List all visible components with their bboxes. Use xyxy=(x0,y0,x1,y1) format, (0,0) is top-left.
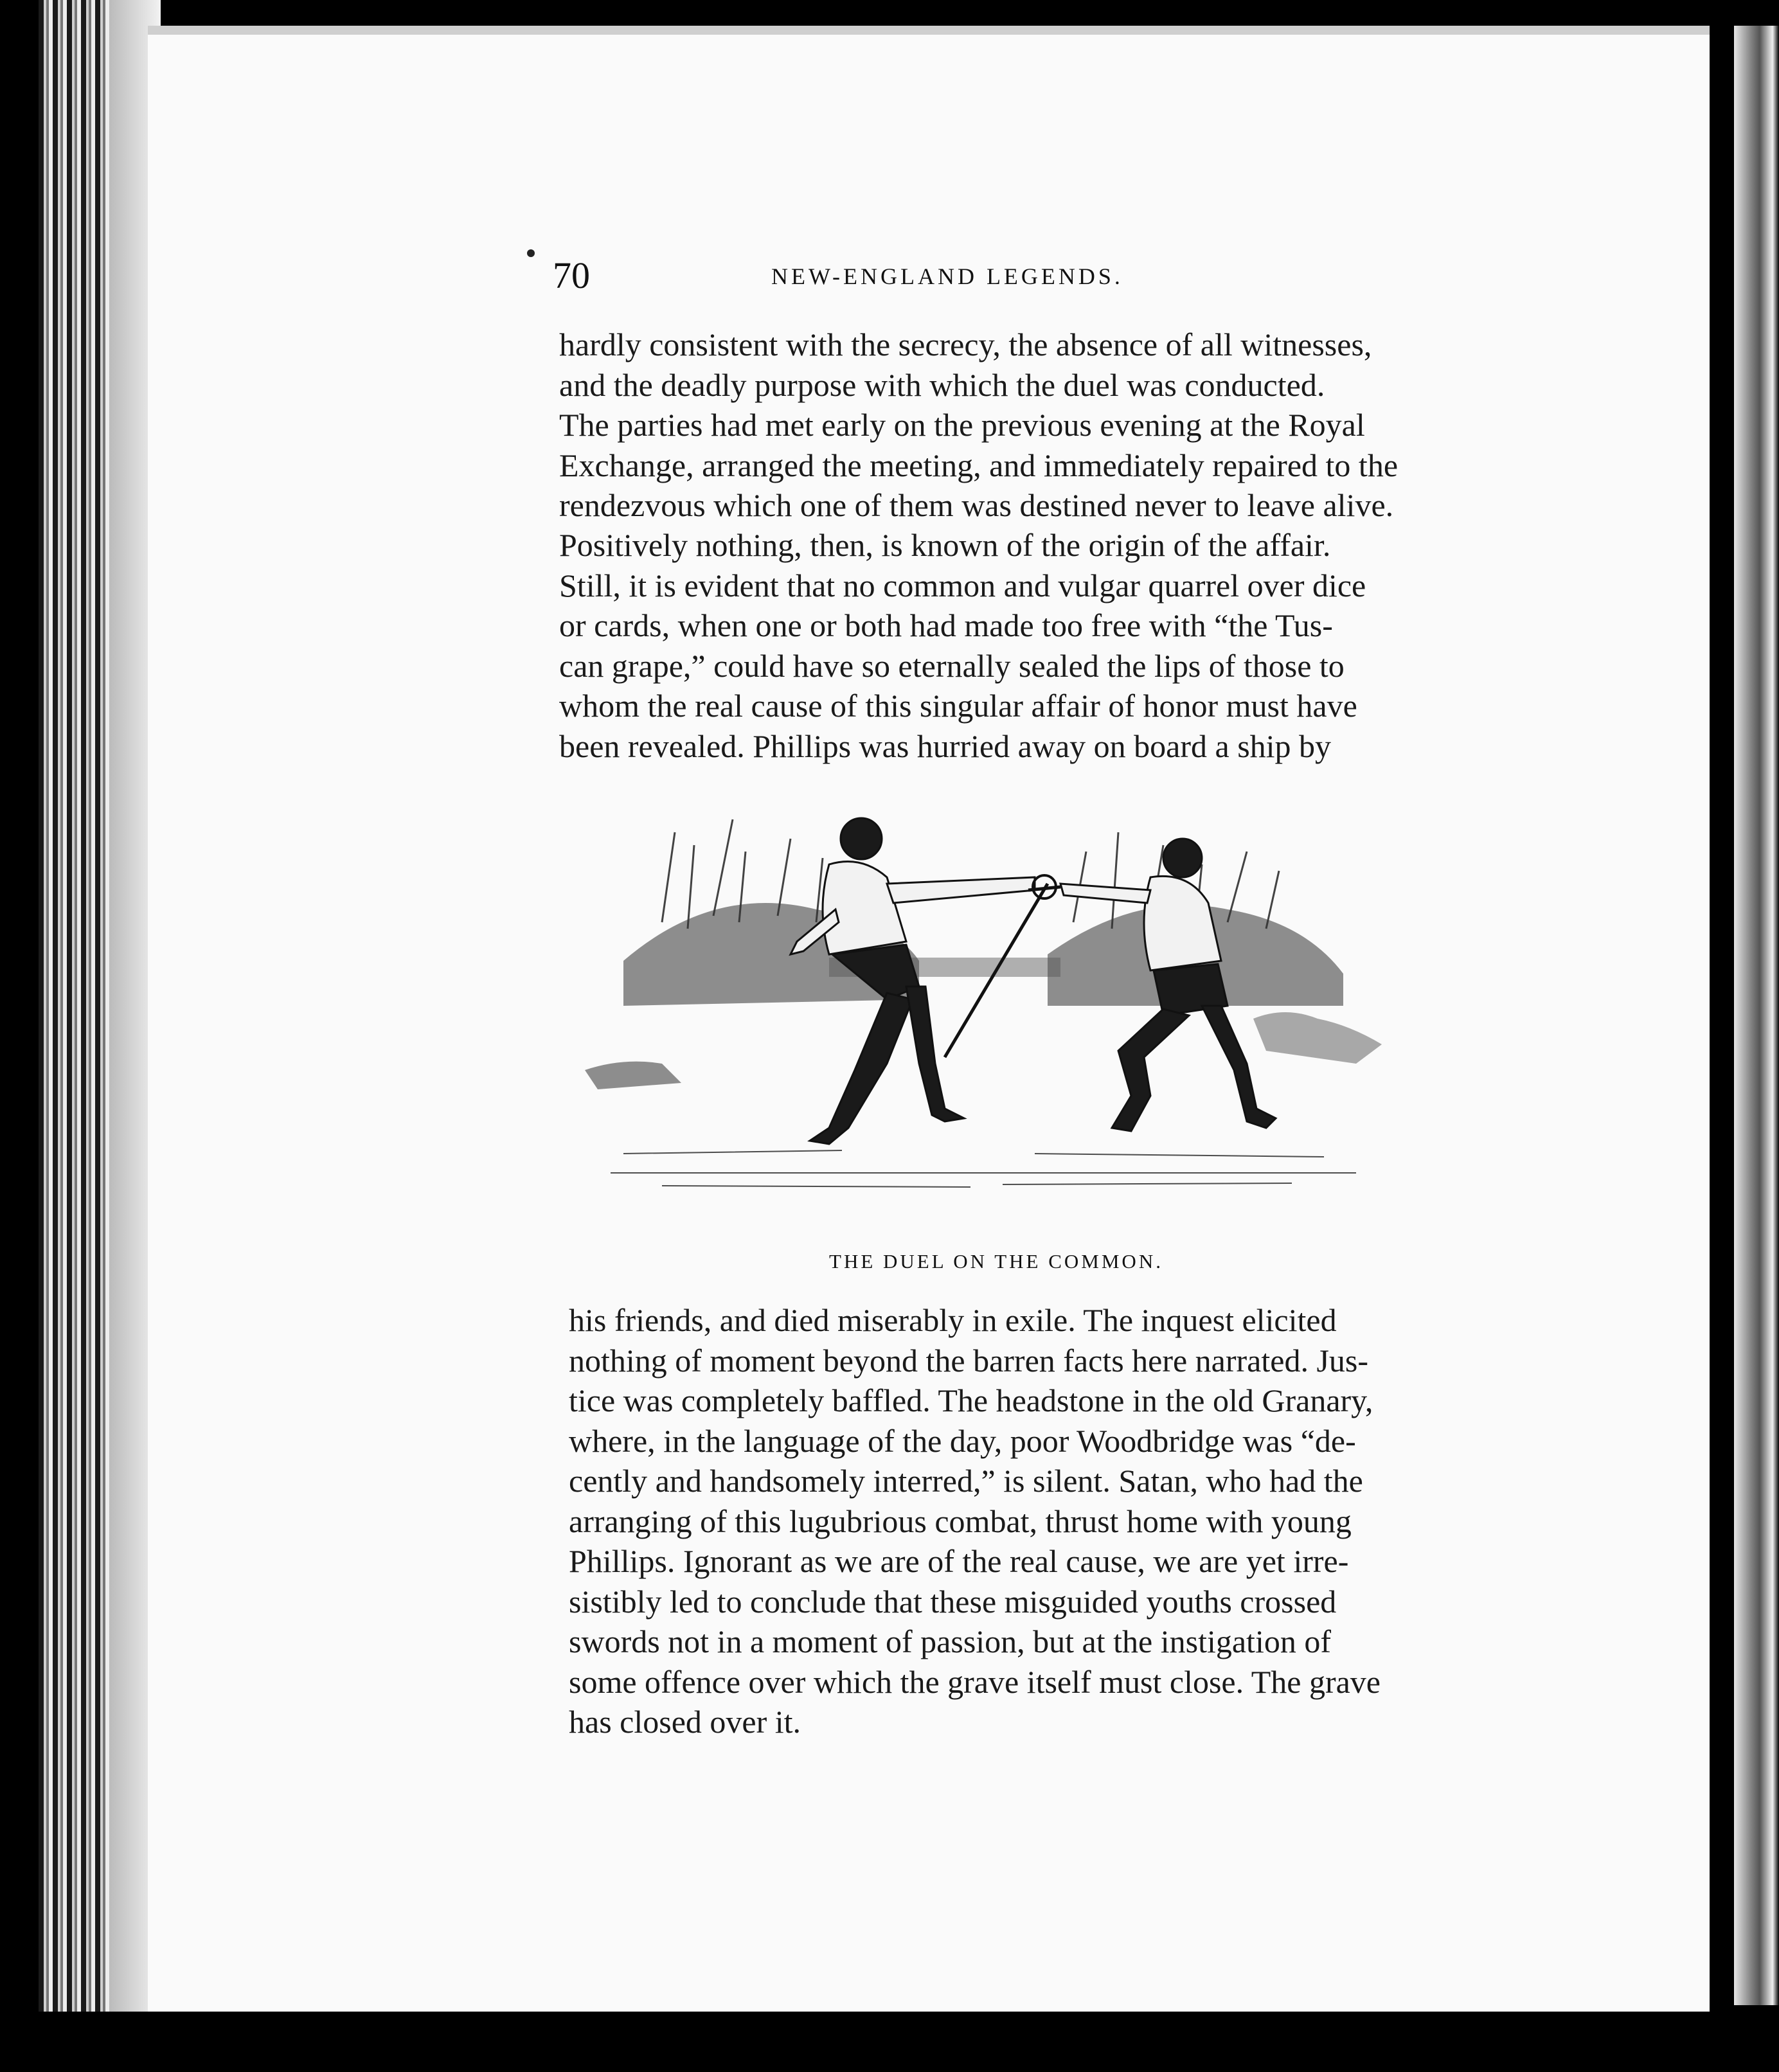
engraving-two-men-dueling-with-swords-icon xyxy=(585,794,1401,1205)
book-page-edges xyxy=(39,0,161,2044)
running-head-title: NEW-ENGLAND LEGENDS. xyxy=(771,263,1123,289)
paragraph-3: his friends, and died miserably in exile. The inquest elicited nothing of moment beyond the barren facts here narrated. Jus- tice was completely baffled. The headstone in the old Granary, where, in the language of the day, poor Woodbridge was “de- cently and handsomely interred,” is silent. Satan, who had the arranging of this lugubrious combat, thrust home with young Phillips. Ignorant as we are of the real cause, we are yet irre- sistibly led to conclude that these misguided youths crossed swords not in a moment of passion, but at the instigation of some offence over which the grave itself must close. The grave has closed over it. xyxy=(569,1302,1381,1740)
running-head xyxy=(553,254,1453,299)
book-gutter-shadow xyxy=(1734,26,1779,2005)
scan-border-bottom xyxy=(0,2012,1779,2072)
page-number: 70 xyxy=(553,255,590,296)
scan-border-top xyxy=(0,0,1779,26)
paragraph-2: Positively nothing, then, is known of the origin of the affair. Still, it is evident that no common and vulgar quarrel over dice or cards, when one or both had made too free with “the Tus- can grape,” could have so eternally sealed the lips of those to whom the real cause of this singular affair of honor must have been revealed. Phillips was hurried away on board a ship by xyxy=(559,527,1366,764)
figure-caption: THE DUEL ON THE COMMON. xyxy=(829,1250,1163,1273)
paragraph-1: hardly consistent with the secrecy, the absence of all witnesses, and the deadly purpose with which the duel was conducted. The parties had met early on the previous evening at the Royal Exchange, arranged the meeting, and immediately repaired to the rendezvous which one of them was destined never to leave alive. xyxy=(559,326,1399,523)
stray-mark xyxy=(527,249,535,257)
